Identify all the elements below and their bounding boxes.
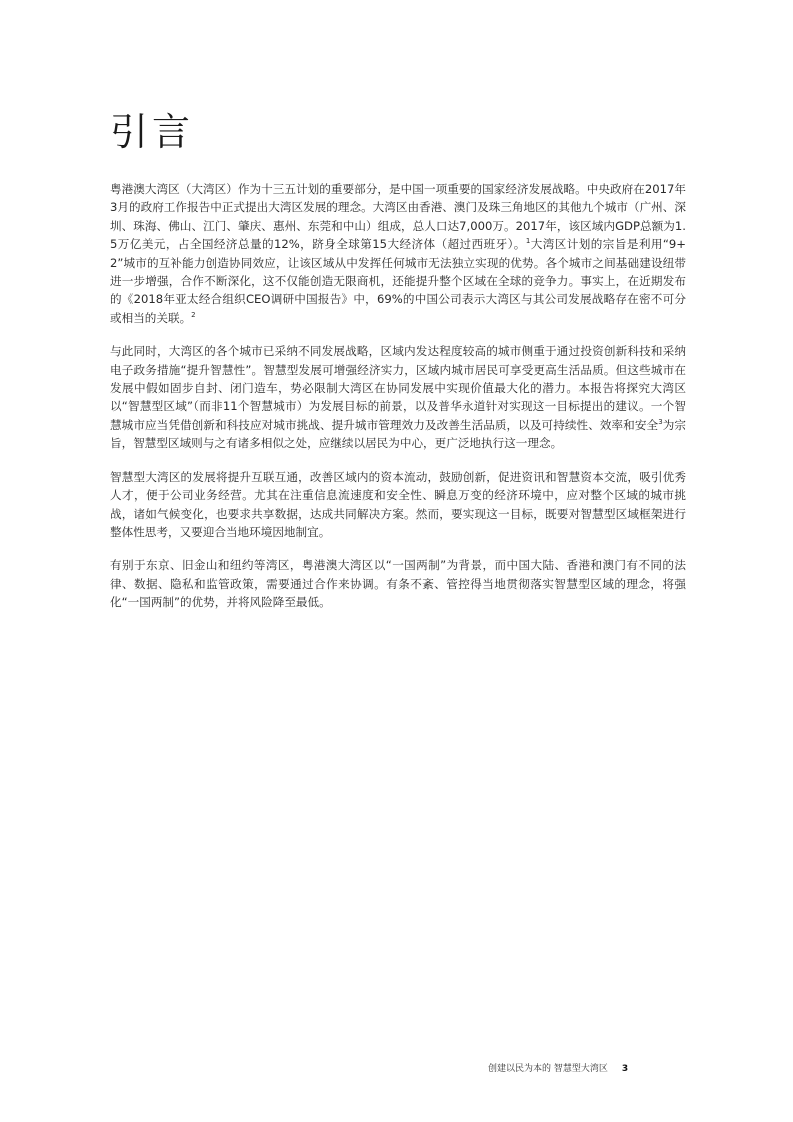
paragraph-2 xyxy=(110,342,686,452)
paragraph-text: 粤港澳大湾区（大湾区）作为十三五计划的重要部分，是中国一项重要的国家经济发展战略。中央政府在2017年3月的政府工作报告中正式提出大湾区发展的理念。大湾区由香港、澳门及珠三角地区的其他九个城市（广州、深圳、珠海、佛山、江门、肇庆、惠州、东莞和中山）组成，总人口达7,000万。2017年，该区域内GDP总额为1.5万亿美元，占全国经济总量的12%，跻身全球第15大经济体（超过西班牙）。 xyxy=(110,182,686,252)
footer-report-title: 创建以民为本的 智慧型大湾区 xyxy=(488,1064,608,1074)
paragraph-3 xyxy=(110,468,686,542)
footnote-marker: 1 xyxy=(525,237,531,246)
footnote-marker: 3 xyxy=(658,417,663,426)
paragraph-text: 智慧型大湾区的发展将提升互联互通，改善区域内的资本流动，鼓励创新，促进资讯和智慧资本交流，吸引优秀人才，便于公司业务经营。尤其在注重信息流速度和安全性、瞬息万变的经济环境中，应对整个区域的城市挑战，诸如气候变化，也要求共享数据，达成共同解决方案。然而，要实现这一目标，既要对智慧型区域框架进行整体性思考，又要迎合当地环境因地制宜。 xyxy=(110,469,686,539)
paragraph-text: 为宗旨，智慧型区域则与之有诸多相似之处，应继续以居民为中心，更广泛地执行这一理念。 xyxy=(110,417,686,451)
paragraph-text: 与此同时，大湾区的各个城市已采纳不同发展战略，区域内发达程度较高的城市侧重于通过投资创新科技和采纳电子政务措施“提升智慧性”。智慧型发展可增强经济实力，区域内城市居民可享受更高生活品质。但这些城市在发展中假如固步自封、闭门造车，势必限制大湾区在协同发展中实现价值最大化的潜力。本报告将探究大湾区以“智慧型区域”（而非11个智慧城市）为发展目标的前景，以及普华永道针对实现这一目标提出的建议。一个智慧城市应当凭借创新和科技应对城市挑战、提升城市管理效力及改善生活品质，以及可持续性、效率和安全 xyxy=(110,344,686,432)
footnote-marker: 2 xyxy=(191,310,196,319)
paragraph-text: 有别于东京、旧金山和纽约等湾区，粤港澳大湾区以“一国两制”为背景，而中国大陆、香港和澳门有不同的法律、数据、隐私和监管政策，需要通过合作来协调。有条不紊、管控得当地贯彻落实智慧型区域的理念，将强化“一国两制”的优势，并将风险降至最低。 xyxy=(110,558,686,610)
page-title: 引言 xyxy=(110,110,195,154)
paragraph-text: 大湾区计划的宗旨是利用“9+2”城市的互补能力创造协同效应，让该区域从中发挥任何城市无法独立实现的优势。各个城市之间基础建设纽带进一步增强，合作不断深化，这不仅能创造无限商机，还能提升整个区域在全球的竞争力。事实上，在近期发布的《2018年亚太经合组织CEO调研中国报告》中，69%的中国公司表示大湾区与其公司发展战略存在密不可分或相当的关联。 xyxy=(110,237,686,325)
body-text xyxy=(110,180,686,627)
page-number: 3 xyxy=(621,1064,629,1074)
page-footer xyxy=(488,1063,678,1075)
paragraph-1 xyxy=(110,180,686,327)
paragraph-4 xyxy=(110,556,686,611)
